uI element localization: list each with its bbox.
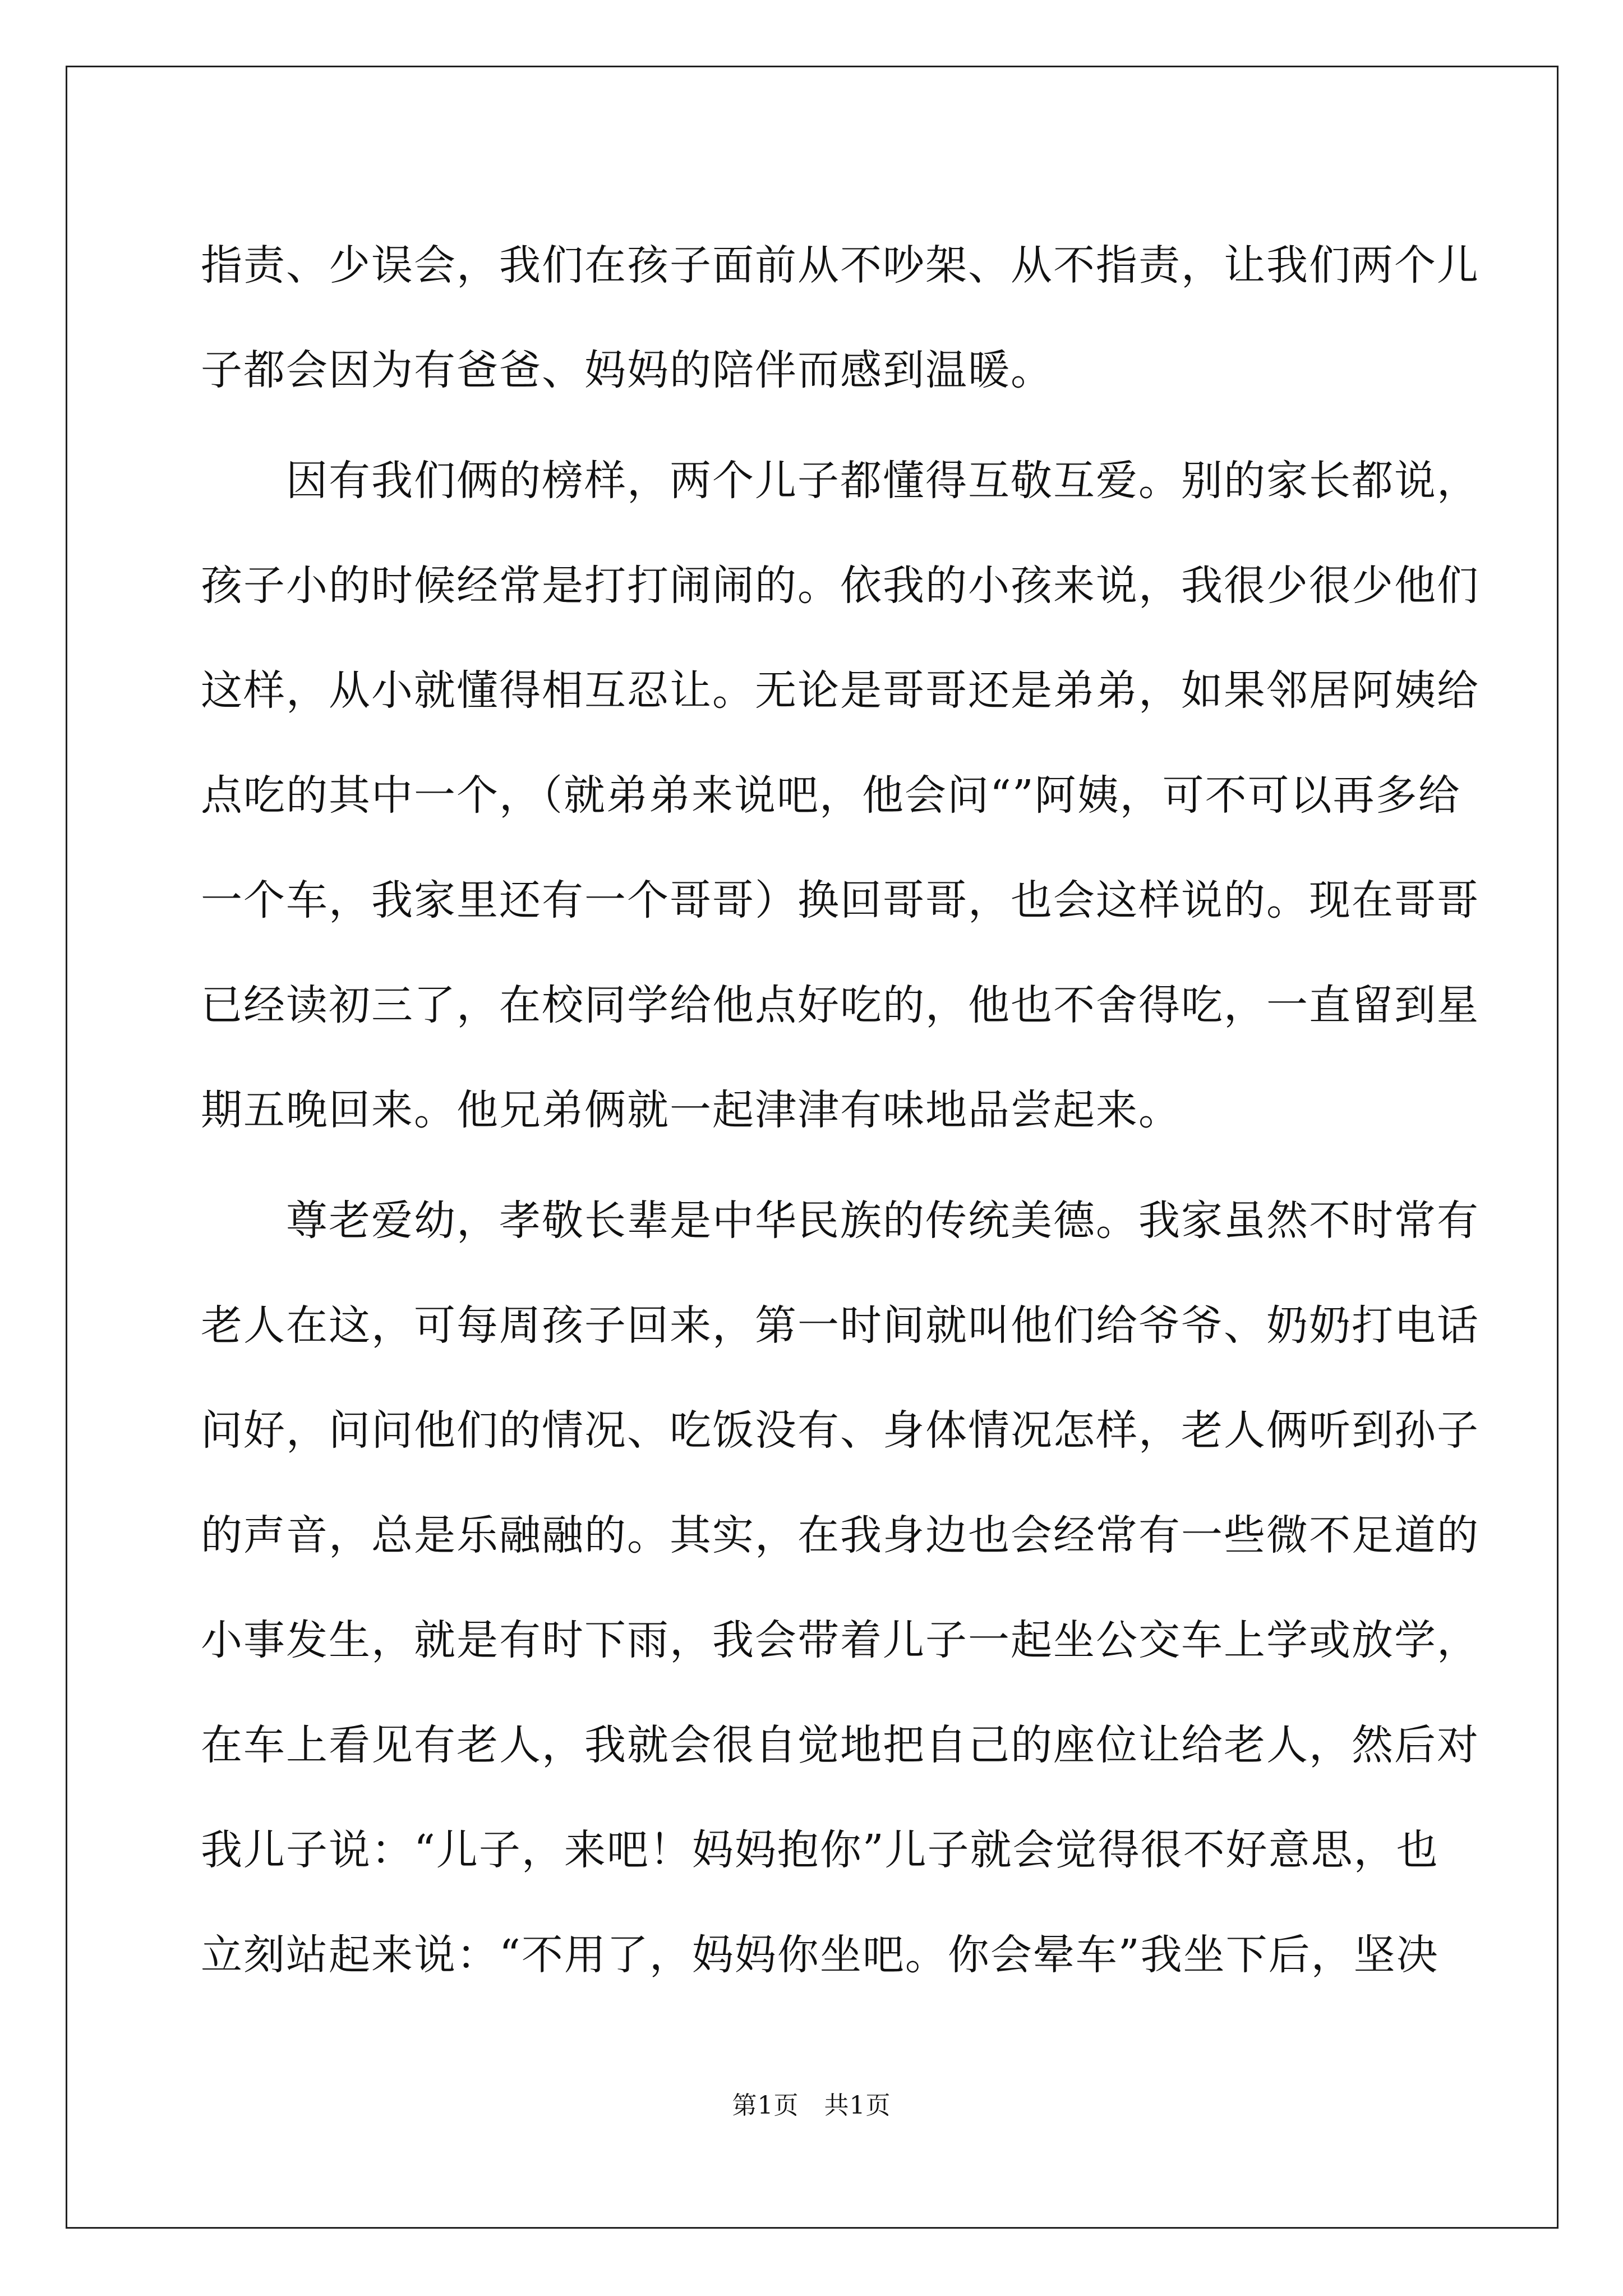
paragraph-2 [201,429,1479,1163]
text-line: 立刻站起来说：“不用了，妈妈你坐吧。你会晕车”我坐下后，坚决 [201,1931,1439,1979]
text-line: 问好，问问他们的情况、吃饭没有、身体情况怎样，老人俩听到孙子 [201,1406,1479,1455]
text-line: 孩子小的时候经常是打打闹闹的。依我的小孩来说，我很少很少他们 [201,562,1479,610]
text-line: 在车上看见有老人，我就会很自觉地把自己的座位让给老人，然后对 [201,1721,1479,1769]
text-line: 期五晚回来。他兄弟俩就一起津津有味地品尝起来。 [201,1086,1181,1134]
text-line: 已经读初三了，在校同学给他点好吃的，他也不舍得吃，一直留到星 [201,981,1479,1029]
text-line: 点吃的其中一个，（就弟弟来说吧，他会问“”阿姨，可不可以再多给 [201,771,1461,820]
document-body [201,213,1479,2008]
paragraph-3 [201,1168,1479,2008]
text-line: 的声音，总是乐融融的。其实，在我身边也会经常有一些微不足道的 [201,1511,1479,1559]
text-line: 因有我们俩的榜样，两个儿子都懂得互敬互爱。别的家长都说， [286,457,1479,505]
text-line: 老人在这，可每周孩子回来，第一时间就叫他们给爷爷、奶奶打电话 [201,1301,1479,1350]
text-line: 我儿子说：“儿子，来吧！妈妈抱你”儿子就会觉得很不好意思，也 [201,1826,1439,1874]
page-total: 共1页 [824,2091,891,2120]
paragraph-1 [201,213,1479,423]
text-line: 指责、少误会，我们在孩子面前从不吵架、从不指责，让我们两个儿 [201,241,1479,289]
page-number: 第1页 [732,2091,799,2120]
page-footer [0,2085,1623,2121]
text-line: 这样，从小就懂得相互忍让。无论是哥哥还是弟弟，如果邻居阿姨给 [201,666,1479,715]
text-line: 一个车，我家里还有一个哥哥）换回哥哥，也会这样说的。现在哥哥 [201,876,1479,924]
text-line: 尊老爱幼，孝敬长辈是中华民族的传统美德。我家虽然不时常有 [286,1197,1479,1245]
text-line: 小事发生，就是有时下雨，我会带着儿子一起坐公交车上学或放学， [201,1616,1479,1664]
text-line: 子都会因为有爸爸、妈妈的陪伴而感到温暖。 [201,346,1053,394]
